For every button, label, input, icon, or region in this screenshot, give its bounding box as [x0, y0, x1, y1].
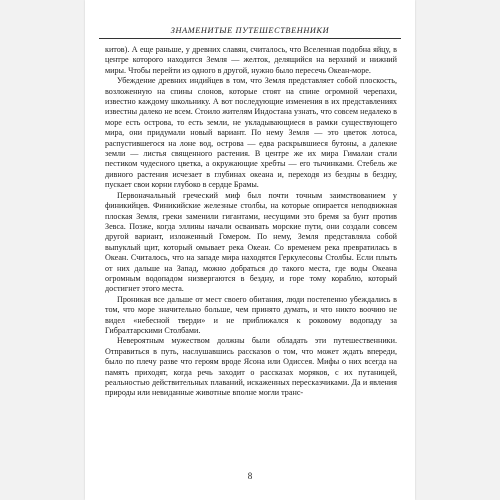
book-page: [85, 0, 415, 500]
header-divider: [99, 38, 401, 39]
page-number: 8: [247, 471, 253, 481]
paragraph: Невероятным мужеством должны были обладать эти путешественники. Отправиться в путь, наслушавшись рассказов о том, что может ждать впереди, было по плечу разве что героям вроде Ясона или Одиссея. Мифы о них всегда на память приходят, когда речь заходит о рассказах моряков, с их путаницей, реальностью действительных плаваний, искаженных пересказчиками. Да и явления природы или невиданные животные вполне могли транс-: [105, 336, 397, 398]
paragraph: Проникая все дальше от мест своего обитания, люди постепенно убеждались в том, что море значительно больше, чем принято думать, и что никто воочию не видел «небесной тверди» и не приближался к роковому водопаду за Гибралтарскими Столбами.: [105, 294, 397, 335]
body-text: [105, 45, 397, 399]
running-head: ЗНАМЕНИТЫЕ ПУТЕШЕСТВЕННИКИ: [170, 26, 330, 35]
paragraph: китов). А еще раньше, у древних славян, считалось, что Вселенная подобна яйцу, в центре которого находится Земля — желток, делящийся на верхний и нижний миры. Чтобы перейти из одного в другой, нужно было пересечь Океан-море.: [105, 45, 397, 75]
paragraph: Убеждение древних индийцев в том, что Земля представляет собой плоскость, возложенную на спины слонов, которые стоят на спине огромной черепахи, известно каждому школьнику. А вот последующие изменения в их представлениях известны далеко не всем. Стоило жителям Индостана узнать, что совсем недалеко в море есть острова, то есть земли, не укладывающиеся в рамки существующего мира, они придумали новый вариант. По нему Земля — это цветок лотоса, распустившегося на лоне вод, острова — едва раскрывшиеся бутоны, а далекие земли — листья священного растения. В центре же их мира Гималаи стали пестиком чудесного цветка, а окружающие хребты — его тычинками. Стебель же дивного растения исчезает в глубинах океана и, переходя из бездны в бездну, пускает свои корни глубоко в сердце Брамы.: [105, 76, 397, 190]
paragraph: Первоначальный греческий миф был почти точным заимствованием у финикийцев. Финикийские железные столбы, на которые опирается неподвижная плоская Земля, греки заменили гигантами, несущими это бремя за бунт против Зевса. Позже, когда эллины начали осваивать морские пути, они создали совсем другой вариант, изложенный Гомером. По нему, Земля представляла собой выпуклый щит, который омывает река Океан. Со временем река превратилась в Океан. Считалось, что на западе мира находятся Геркулесовы Столбы. Если плыть от них дальше на Запад, можно добраться до такого места, где воды Океана огромным водопадом низвергаются в бездну, и горе тому кораблю, который достигнет этого места.: [105, 190, 397, 294]
